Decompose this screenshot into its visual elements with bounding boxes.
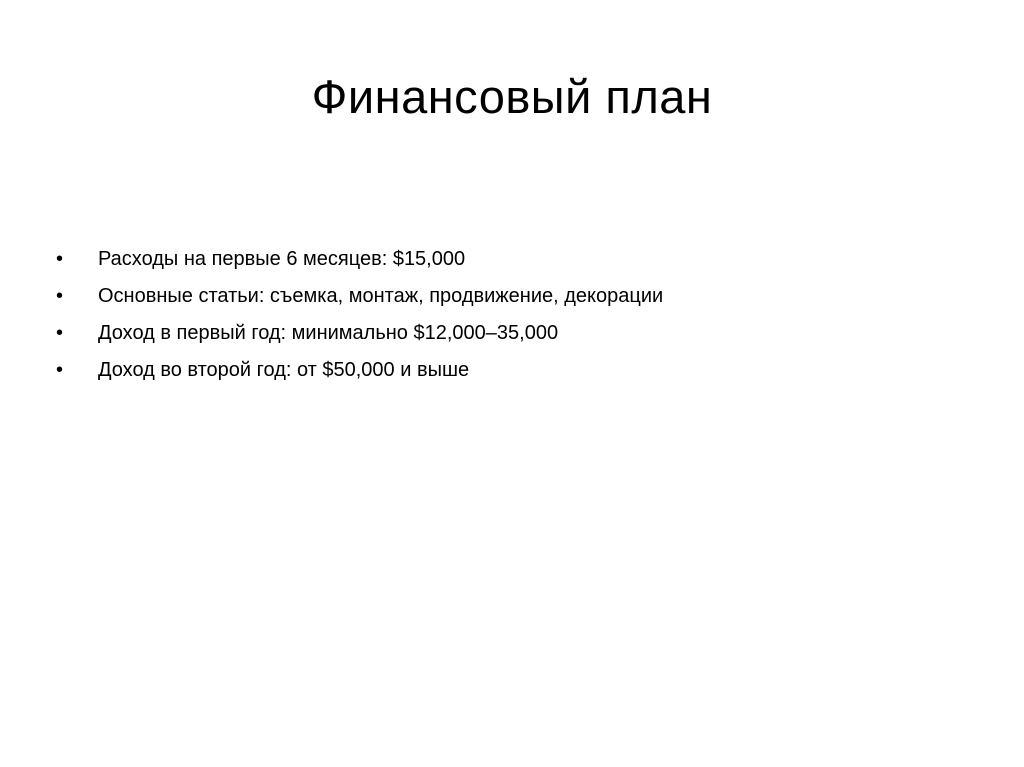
- bullet-icon: •: [56, 359, 64, 381]
- list-item: [56, 315, 976, 352]
- list-item: [56, 241, 976, 278]
- list-item: [56, 278, 976, 315]
- bullet-icon: •: [56, 248, 64, 270]
- bullet-icon: •: [56, 285, 64, 307]
- bullet-list: [56, 241, 976, 389]
- slide-title: Финансовый план: [311, 70, 713, 123]
- bullet-text: Расходы на первые 6 месяцев: $15,000: [98, 248, 466, 270]
- bullet-text: Доход во второй год: от $50,000 и выше: [98, 359, 470, 381]
- bullet-icon: •: [56, 322, 64, 344]
- bullet-text: Основные статьи: съемка, монтаж, продвижение, декорации: [98, 285, 664, 307]
- list-item: [56, 352, 976, 389]
- bullet-text: Доход в первый год: минимально $12,000–35,000: [98, 322, 559, 344]
